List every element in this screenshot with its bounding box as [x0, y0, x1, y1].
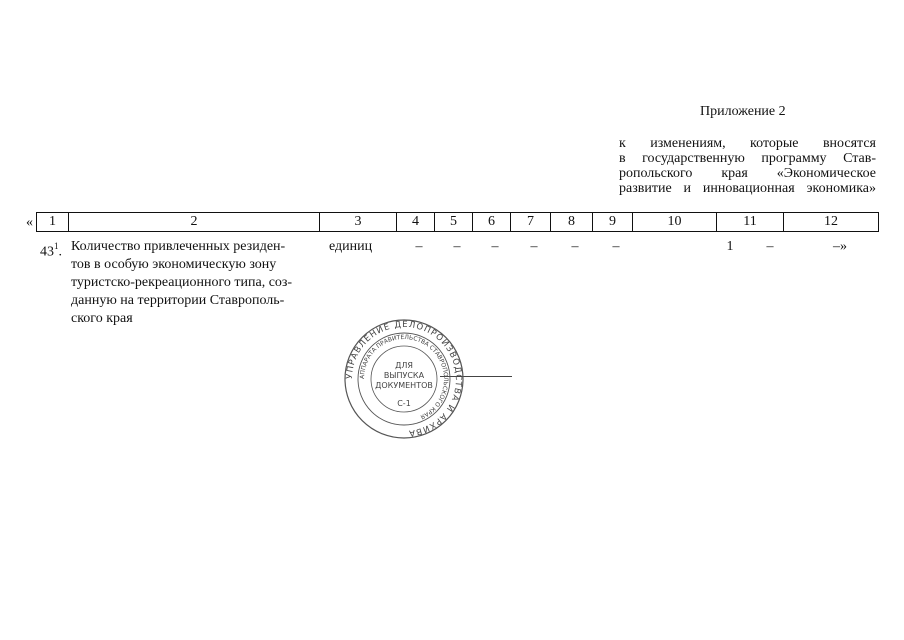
indicator-line: данную на территории Ставрополь-	[71, 293, 285, 308]
appendix-desc-line: ропольского края «Экономическое	[619, 166, 876, 181]
column-number: 7	[511, 213, 551, 232]
appendix-description	[619, 136, 876, 196]
row-number-suffix: .	[58, 244, 62, 260]
stamp-outer-text: УПРАВЛЕНИЕ ДЕЛОПРОИЗВОДСТВА И АРХИВА	[344, 319, 464, 438]
unit-of-measure: единиц	[329, 239, 373, 254]
value-col-8: –	[571, 239, 579, 254]
column-number: 9	[593, 213, 633, 232]
column-number: 8	[551, 213, 593, 232]
appendix-desc-line: развитие и инновационная экономика»	[619, 181, 876, 196]
column-number: 12	[784, 213, 879, 232]
value-col-7: –	[530, 239, 538, 254]
column-number: 3	[320, 213, 397, 232]
row-number	[40, 238, 62, 262]
appendix-title: Приложение 2	[700, 104, 786, 119]
column-number: 11	[717, 213, 784, 232]
column-number: 4	[397, 213, 435, 232]
value-col-6: –	[491, 239, 499, 254]
stamp-center-line: ДЛЯ	[395, 361, 413, 370]
column-number: 10	[633, 213, 717, 232]
row-number-value: 43	[40, 244, 54, 260]
official-stamp	[343, 318, 465, 440]
column-number-header	[36, 212, 879, 232]
indicator-name	[71, 238, 317, 328]
value-col-10: 1	[726, 239, 734, 254]
stamp-inner-text: АППАРАТА ПРАВИТЕЛЬСТВА СТАВРОПОЛЬСКОГО КРАЯ	[358, 333, 450, 421]
stamp-center-line: ВЫПУСКА	[383, 371, 425, 380]
indicator-line: ского края	[71, 311, 133, 326]
appendix-desc-line: в государственную программу Став-	[619, 151, 876, 166]
indicator-line: тов в особую экономическую зону	[71, 257, 277, 272]
value-col-11: –	[766, 239, 774, 254]
indicator-line: туристско-рекреационного типа, соз-	[71, 275, 293, 290]
value-col-9: –	[612, 239, 620, 254]
value-col-4: –	[415, 239, 423, 254]
row-number-superscript: 1	[54, 241, 59, 251]
table-open-quote: «	[26, 215, 33, 230]
column-number: 5	[435, 213, 473, 232]
value-col-12: –»	[833, 239, 847, 254]
value-col-5: –	[453, 239, 461, 254]
stamp-center-line: ДОКУМЕНТОВ	[375, 381, 433, 390]
column-number: 6	[473, 213, 511, 232]
column-number: 1	[37, 213, 69, 232]
column-number: 2	[69, 213, 320, 232]
indicator-line: Количество привлеченных резиден-	[71, 239, 286, 254]
appendix-desc-line: к изменениям, которые вносятся	[619, 136, 876, 151]
stamp-code: С-1	[397, 399, 411, 408]
